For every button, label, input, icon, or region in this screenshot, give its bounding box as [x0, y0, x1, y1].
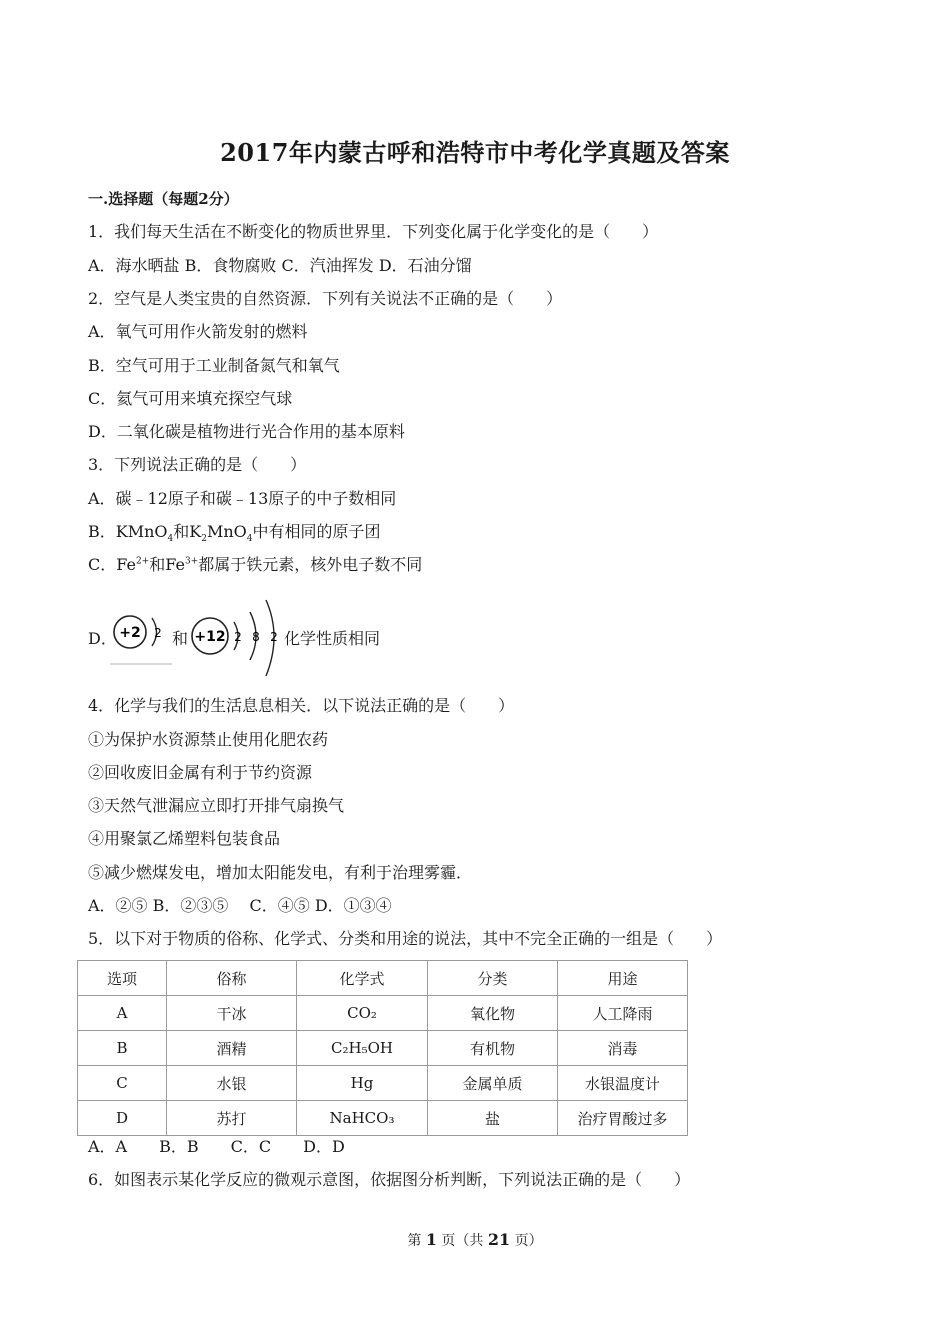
q3-option-d: [88, 596, 408, 686]
page-number: 1: [425, 1230, 437, 1249]
q4-item-5: ⑤减少燃煤发电，增加太阳能发电，有利于治理雾霾．: [88, 863, 473, 882]
table-cell: Hg: [297, 1066, 428, 1101]
table-cell: 酒精: [167, 1031, 297, 1066]
q3-option-a: A．碳﹣12原子和碳﹣13原子的中子数相同: [88, 489, 397, 508]
atom2-shell-2: 8: [252, 630, 260, 644]
atom-structure-diagram-helium: [108, 604, 178, 674]
q1-options: A．海水晒盐 B．食物腐败 C．汽油挥发 D．石油分馏: [88, 256, 472, 275]
q3-option-d-label: D．: [88, 629, 117, 648]
atom2-shell-3: 2: [270, 630, 278, 644]
table-header: 分类: [428, 961, 558, 996]
table-header: 化学式: [297, 961, 428, 996]
q2-option-d: D．二氧化碳是植物进行光合作用的基本原料: [88, 422, 405, 441]
table-cell: 人工降雨: [558, 996, 688, 1031]
q2-stem: 2．空气是人类宝贵的自然资源．下列有关说法不正确的是（ ）: [88, 289, 563, 308]
table-cell: CO₂: [297, 996, 428, 1031]
q6-stem: 6．如图表示某化学反应的微观示意图，依据图分析判断，下列说法正确的是（ ）: [88, 1170, 691, 1189]
atom-structure-diagram-magnesium: [188, 596, 288, 686]
q4-options: A．②⑤ B．②③⑤ C．④⑤ D．①③④: [88, 896, 392, 915]
table-cell: 水银温度计: [558, 1066, 688, 1101]
q5-options: A．A B．B C．C D．D: [88, 1137, 345, 1156]
table-row: [78, 1031, 688, 1066]
table-cell: C: [78, 1066, 167, 1101]
atom2-shell-1: 2: [234, 630, 242, 644]
q3-option-d-text: 化学性质相同: [284, 629, 381, 648]
table-row: [78, 996, 688, 1031]
table-cell: 盐: [428, 1101, 558, 1136]
q4-stem: 4．化学与我们的生活息息相关．以下说法正确的是（ ）: [88, 696, 515, 715]
q2-option-a: A．氧气可用作火箭发射的燃料: [88, 322, 308, 341]
table-cell: 治疗胃酸过多: [558, 1101, 688, 1136]
q3-option-d-and: 和: [172, 629, 189, 648]
table-header-row: [78, 961, 688, 996]
table-cell: 干冰: [167, 996, 297, 1031]
table-cell: B: [78, 1031, 167, 1066]
q4-item-4: ④用聚氯乙烯塑料包装食品: [88, 829, 281, 848]
q3-stem: 3．下列说法正确的是（ ）: [88, 455, 307, 474]
table-header: 用途: [558, 961, 688, 996]
page-title: 2017年内蒙古呼和浩特市中考化学真题及答案: [220, 138, 730, 167]
table-header: 选项: [78, 961, 167, 996]
q2-option-c: C．氦气可用来填充探空气球: [88, 389, 293, 408]
q5-table: [77, 960, 688, 1136]
table-cell: 有机物: [428, 1031, 558, 1066]
q3-option-c: C．$Fe^{2+}$和$Fe^{3+}$都属于铁元素，核外电子数不同: [88, 555, 423, 574]
q2-option-b: B．空气可用于工业制备氮气和氧气: [88, 356, 340, 375]
table-cell: 氧化物: [428, 996, 558, 1031]
atom1-shell-1: 2: [154, 626, 162, 640]
q5-stem: 5．以下对于物质的俗称、化学式、分类和用途的说法，其中不完全正确的一组是（ ）: [88, 929, 723, 948]
q4-item-2: ②回收废旧金属有利于节约资源: [88, 763, 313, 782]
page-total: 21: [487, 1230, 511, 1249]
table-cell: 水银: [167, 1066, 297, 1101]
q1-stem: 1．我们每天生活在不断变化的物质世界里．下列变化属于化学变化的是（ ）: [88, 222, 659, 241]
table-cell: C₂H₅OH: [297, 1031, 428, 1066]
page-footer: 第 1 页（共 21 页）: [407, 1230, 543, 1249]
table-cell: A: [78, 996, 167, 1031]
table-header: 俗称: [167, 961, 297, 996]
table-cell: 苏打: [167, 1101, 297, 1136]
section-heading: 一.选择题（每题2分）: [88, 190, 239, 208]
table-row: [78, 1066, 688, 1101]
table-row: [78, 1101, 688, 1136]
q3-option-b: B．KMnO$_4$和$K_2MnO_4$中有相同的原子团: [88, 522, 381, 545]
q4-item-1: ①为保护水资源禁止使用化肥农药: [88, 730, 329, 749]
atom1-nucleus: +2: [119, 625, 141, 641]
table-cell: 消毒: [558, 1031, 688, 1066]
q4-item-3: ③天然气泄漏应立即打开排气扇换气: [88, 796, 345, 815]
atom2-nucleus: +12: [194, 629, 226, 645]
table-cell: D: [78, 1101, 167, 1136]
table-cell: 金属单质: [428, 1066, 558, 1101]
table-cell: NaHCO₃: [297, 1101, 428, 1136]
